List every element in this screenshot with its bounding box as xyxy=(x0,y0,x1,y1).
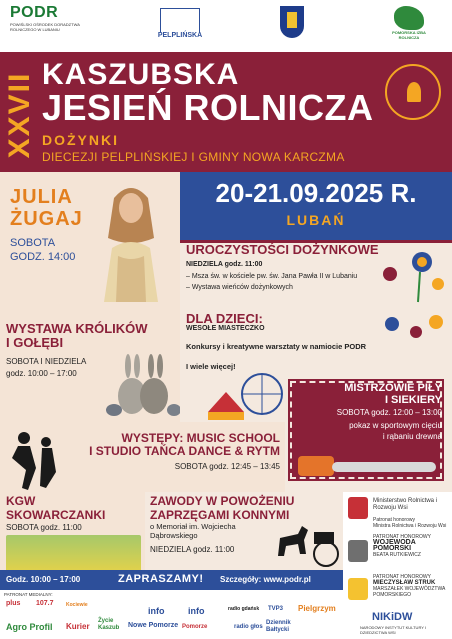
patron3 xyxy=(373,574,449,598)
performer-day: SOBOTA xyxy=(10,237,56,249)
media-logo: info xyxy=(188,606,205,616)
kgw-title2: SKOWARCZANKI xyxy=(6,508,106,522)
marshal-crest-icon xyxy=(348,578,368,600)
podr-word: PODR xyxy=(10,4,59,21)
patron3-role: MARSZAŁEK WOJEWÓDZTWA POMORSKIEGO xyxy=(373,586,446,598)
footer-cta: ZAPRASZAMY! xyxy=(118,573,204,585)
festival-seal-icon xyxy=(385,64,441,120)
carousel-illustration xyxy=(200,372,286,420)
ministry-name: Ministerstwo Rolnictwa i Rozwoju Wsi xyxy=(373,498,438,511)
rabbits-title2: I GOŁĘBI xyxy=(6,335,64,350)
media-logo: plus xyxy=(6,600,21,607)
rabbits-schedule xyxy=(6,356,86,380)
performer-hour: GODZ. 14:00 xyxy=(10,251,76,263)
footer-hours: Godz. 10:00 – 17:00 xyxy=(6,575,81,584)
saw-description xyxy=(290,420,442,442)
title-line3: DOŻYNKI xyxy=(42,132,119,148)
wojewoda-eagle-icon xyxy=(348,540,368,562)
pomorska-logo xyxy=(383,6,435,40)
kids-title: DLA DZIECI: xyxy=(186,311,263,326)
kgw-group-photo xyxy=(6,535,141,573)
title-line4: DIECEZJI PELPLIŃSKIEJ I GMINY NOWA KARCZMA xyxy=(42,150,345,164)
media-logo: radio głos xyxy=(234,624,263,630)
media-logo: Pomorze xyxy=(182,624,208,630)
cathedral-icon xyxy=(160,8,200,32)
rabbits-title1: WYSTAWA KRÓLIKÓW xyxy=(6,321,148,336)
media-logo: Dziennik Bałtycki xyxy=(266,620,291,633)
title-line2: JESIEŃ ROLNICZA xyxy=(42,87,374,128)
patron2 xyxy=(373,534,449,558)
ceremony-item: – Msza św. w kościele pw. św. Jana Pawła II w Lubaniu xyxy=(186,273,358,280)
podr-logo xyxy=(10,4,90,32)
event-date: 20-21.09.2025 R. xyxy=(215,178,417,208)
folk-flowers-icon xyxy=(370,244,448,304)
horses-description: o Memoriał im. Wojciecha Dąbrowskiego xyxy=(150,522,236,540)
saw-title2: I SIEKIERY xyxy=(384,394,442,406)
performer-last-name: ŻUGAJ xyxy=(10,208,83,230)
patron2-person: BEATA RUTKIEWICZ xyxy=(373,552,421,558)
kids-more: I wiele więcej! xyxy=(186,362,236,371)
horses-title2: ZAPRZĘGAMI KONNYMI xyxy=(150,508,290,522)
pomorze-map-icon xyxy=(394,6,424,30)
media-logo: 107.7 xyxy=(36,600,54,607)
edition-roman xyxy=(4,60,36,164)
patron2-label: PATRONAT HONOROWY xyxy=(373,534,431,540)
pelplin-logo xyxy=(150,8,210,39)
title-line1: KASZUBSKA xyxy=(42,58,240,91)
patron3-name: MIECZYSŁAW STRUK xyxy=(373,580,436,586)
performer-portrait xyxy=(84,178,178,302)
pomorska-word: POMORSKA IZBA ROLNICZA xyxy=(392,30,426,40)
kgw-title xyxy=(6,494,105,522)
ceremony-title: UROCZYSTOŚCI DOŻYNKOWE xyxy=(186,242,379,257)
ministry-eagle-icon xyxy=(348,497,368,519)
dancers-silhouette xyxy=(6,428,60,490)
event-place: LUBAŃ xyxy=(286,212,346,228)
kids-workshops: Konkursy i kreatywne warsztaty w namiocie PODR xyxy=(186,342,367,351)
saw-time: SOBOTA godz. 12:00 – 13:00 xyxy=(336,408,442,417)
performer-name xyxy=(10,186,83,230)
nikidw-sub: NARODOWY INSTYTUT KULTURY I DZIEDZICTWA WSI xyxy=(360,625,427,635)
ceremony-item: – Wystawa wieńców dożynkowych xyxy=(186,284,293,291)
rabbits-time: godz. 10:00 – 17:00 xyxy=(6,369,77,378)
media-logo: Nowe Pomorze xyxy=(128,622,179,629)
performer-first-name: JULIA xyxy=(10,186,73,208)
performer-time xyxy=(10,236,75,264)
dance-title xyxy=(60,432,280,458)
horse-carriage-illustration xyxy=(270,520,342,568)
horses-time: NIEDZIELA godz. 11:00 xyxy=(150,545,235,554)
patron1-label: Patronat honorowy xyxy=(373,517,415,523)
media-logo: Kurier xyxy=(66,622,90,631)
patron1 xyxy=(373,517,449,529)
kids-subtitle: WESOŁE MIASTECZKO xyxy=(186,325,265,332)
patron2-name2: POMORSKI xyxy=(373,545,412,552)
kgw-time: SOBOTA godz. 11:00 xyxy=(6,523,82,532)
rabbits-pigeons-illustration xyxy=(104,350,182,420)
saw-title xyxy=(290,382,442,406)
rabbits-title xyxy=(6,322,148,350)
dance-time: SOBOTA godz. 12:45 – 13:45 xyxy=(174,462,280,471)
saw-desc2: i rąbaniu drewna xyxy=(382,432,442,441)
chainsaw-illustration xyxy=(292,448,440,480)
pelplin-word: PELPLIŃSKA xyxy=(157,32,203,39)
footer-details-link[interactable]: Szczegóły: www.podr.pl xyxy=(220,575,311,584)
dance-title1: WYSTĘPY: MUSIC SCHOOL xyxy=(121,431,280,445)
rabbits-days: SOBOTA I NIEDZIELA xyxy=(6,357,87,366)
folk-flowers-small-icon xyxy=(370,310,450,350)
dance-title2: I STUDIO TAŃCA DANCE & RYTM xyxy=(89,444,280,458)
patron2-name1: WOJEWODA xyxy=(373,539,416,546)
edition-text: XXVII xyxy=(3,71,36,159)
patron3-label: PATRONAT HONOROWY xyxy=(373,574,431,580)
horses-title1: ZAWODY W POWOŻENIU xyxy=(150,494,295,508)
media-logo: Pielgrzym xyxy=(298,604,336,613)
media-logo: Życie Kaszub xyxy=(98,618,120,631)
media-logo: Agro Profil xyxy=(6,622,53,632)
patron1-name: Ministra Rolnictwa i Rozwoju Wsi xyxy=(373,523,447,529)
kgw-title1: KGW xyxy=(6,494,36,508)
media-label: PATRONAT MEDIALNY: xyxy=(4,592,53,597)
ceremony-time: NIEDZIELA godz. 11:00 xyxy=(186,261,263,268)
horses-title xyxy=(150,494,294,522)
nikidw-word: NIKiDW xyxy=(372,611,413,623)
media-logo: Kociewie xyxy=(66,602,88,608)
media-logo: TVP3 xyxy=(268,606,284,612)
podr-sub: POWIŚLSKI OŚRODEK DORADZTWA ROLNICZEGO W LUBANIU xyxy=(10,22,80,32)
gmina-crest-icon xyxy=(280,6,304,38)
media-logo: radio gdańsk xyxy=(228,606,260,612)
media-logo: info xyxy=(148,606,165,616)
saw-desc1: pokaz w sportowym cięciu xyxy=(349,421,442,430)
saw-title1: MISTRZOWIE PIŁY xyxy=(344,382,442,394)
